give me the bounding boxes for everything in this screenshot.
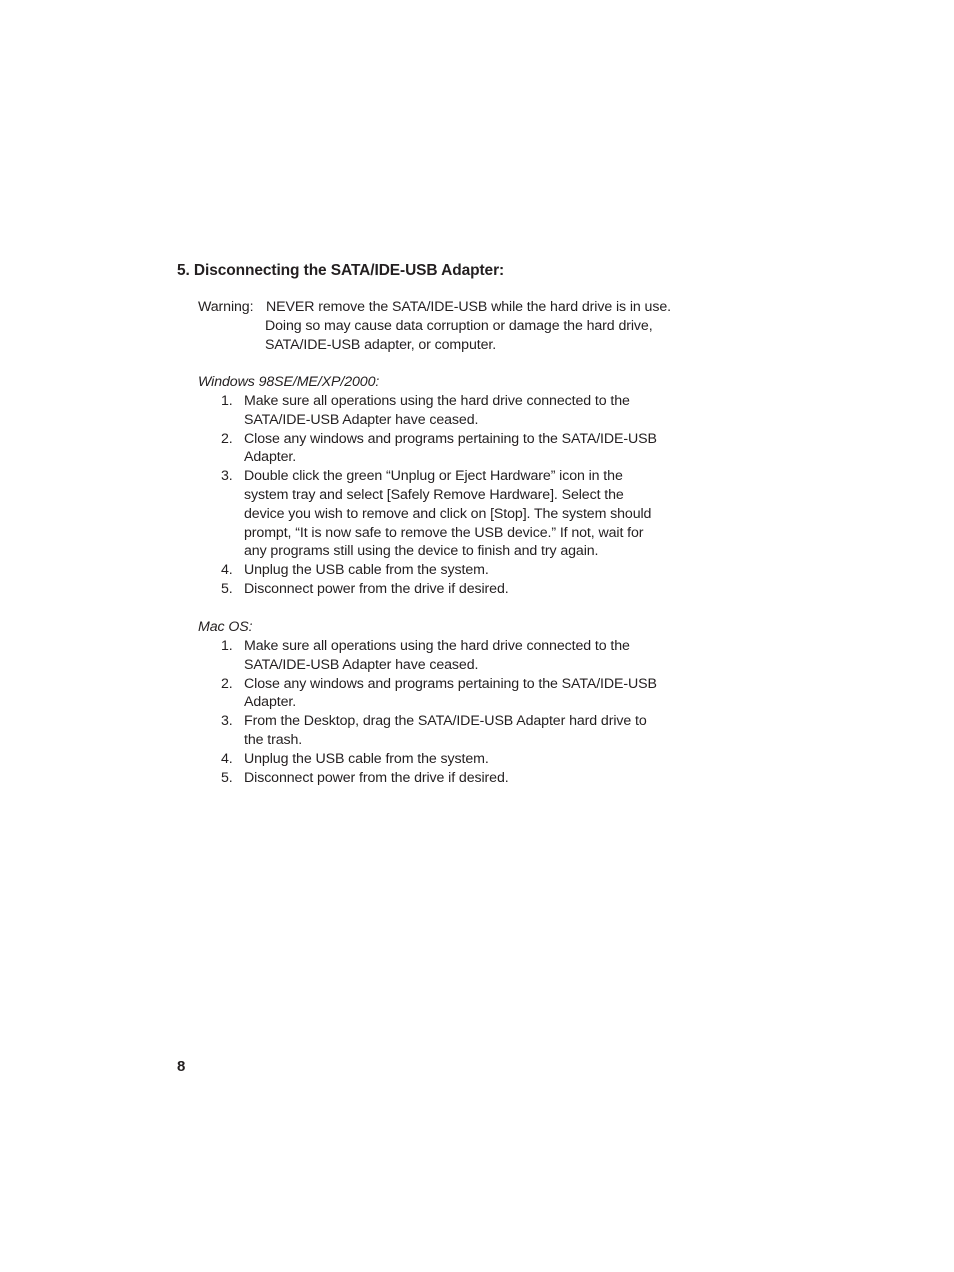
step-line: Disconnect power from the drive if desired. xyxy=(244,580,509,597)
list-item xyxy=(221,712,681,750)
list-item xyxy=(221,580,681,599)
step-number: 5. xyxy=(221,580,233,597)
step-line: Adapter. xyxy=(244,694,297,711)
step-line: Make sure all operations using the hard drive connected to the xyxy=(244,393,630,409)
step-number: 5. xyxy=(221,769,233,786)
step-number: 1. xyxy=(221,638,233,654)
step-line: any programs still using the device to finish and try again. xyxy=(244,543,599,560)
warning-line: NEVER remove the SATA/IDE-USB while the hard drive is in use. xyxy=(266,299,671,315)
list-item xyxy=(221,392,681,430)
step-number: 4. xyxy=(221,562,233,579)
step-number: 2. xyxy=(221,430,233,447)
list-item xyxy=(221,467,681,561)
step-number: 4. xyxy=(221,750,233,767)
step-line: SATA/IDE-USB Adapter have ceased. xyxy=(244,411,479,428)
windows-steps-list xyxy=(221,392,681,599)
list-item xyxy=(221,430,681,468)
step-number: 1. xyxy=(221,393,233,409)
mac-section-title: Mac OS: xyxy=(198,619,253,635)
warning-label: Warning: xyxy=(198,299,254,315)
list-item xyxy=(221,769,681,788)
step-line: Make sure all operations using the hard drive connected to the xyxy=(244,638,630,654)
step-line: Close any windows and programs pertaining to the SATA/IDE-USB xyxy=(244,430,657,447)
step-line: From the Desktop, drag the SATA/IDE-USB Adapter hard drive to xyxy=(244,713,647,730)
list-item xyxy=(221,675,681,713)
step-line: SATA/IDE-USB Adapter have ceased. xyxy=(244,656,479,673)
step-line: the trash. xyxy=(244,731,303,748)
list-item xyxy=(221,637,681,675)
step-line: Unplug the USB cable from the system. xyxy=(244,562,489,579)
step-number: 3. xyxy=(221,468,233,485)
windows-section-title: Windows 98SE/ME/XP/2000: xyxy=(198,374,380,390)
page-number: 8 xyxy=(177,1058,186,1075)
step-number: 3. xyxy=(221,713,233,730)
warning-line: SATA/IDE-USB adapter, or computer. xyxy=(265,336,497,353)
step-line: Unplug the USB cable from the system. xyxy=(244,750,489,767)
section-heading: 5. Disconnecting the SATA/IDE-USB Adapter: xyxy=(177,262,505,279)
step-line: device you wish to remove and click on [Stop]. The system should xyxy=(244,505,652,522)
list-item xyxy=(221,750,681,769)
warning-line: Doing so may cause data corruption or damage the hard drive, xyxy=(265,317,653,334)
step-line: Close any windows and programs pertaining to the SATA/IDE-USB xyxy=(244,675,657,692)
step-line: system tray and select [Safely Remove Hardware]. Select the xyxy=(244,486,624,503)
list-item xyxy=(221,561,681,580)
step-line: prompt, “It is now safe to remove the USB device.” If not, wait for xyxy=(244,524,644,541)
mac-steps-list xyxy=(221,637,681,787)
step-line: Adapter. xyxy=(244,449,297,466)
step-line: Double click the green “Unplug or Eject Hardware” icon in the xyxy=(244,468,623,485)
step-line: Disconnect power from the drive if desired. xyxy=(244,769,509,786)
step-number: 2. xyxy=(221,675,233,692)
warning-text xyxy=(265,298,695,354)
